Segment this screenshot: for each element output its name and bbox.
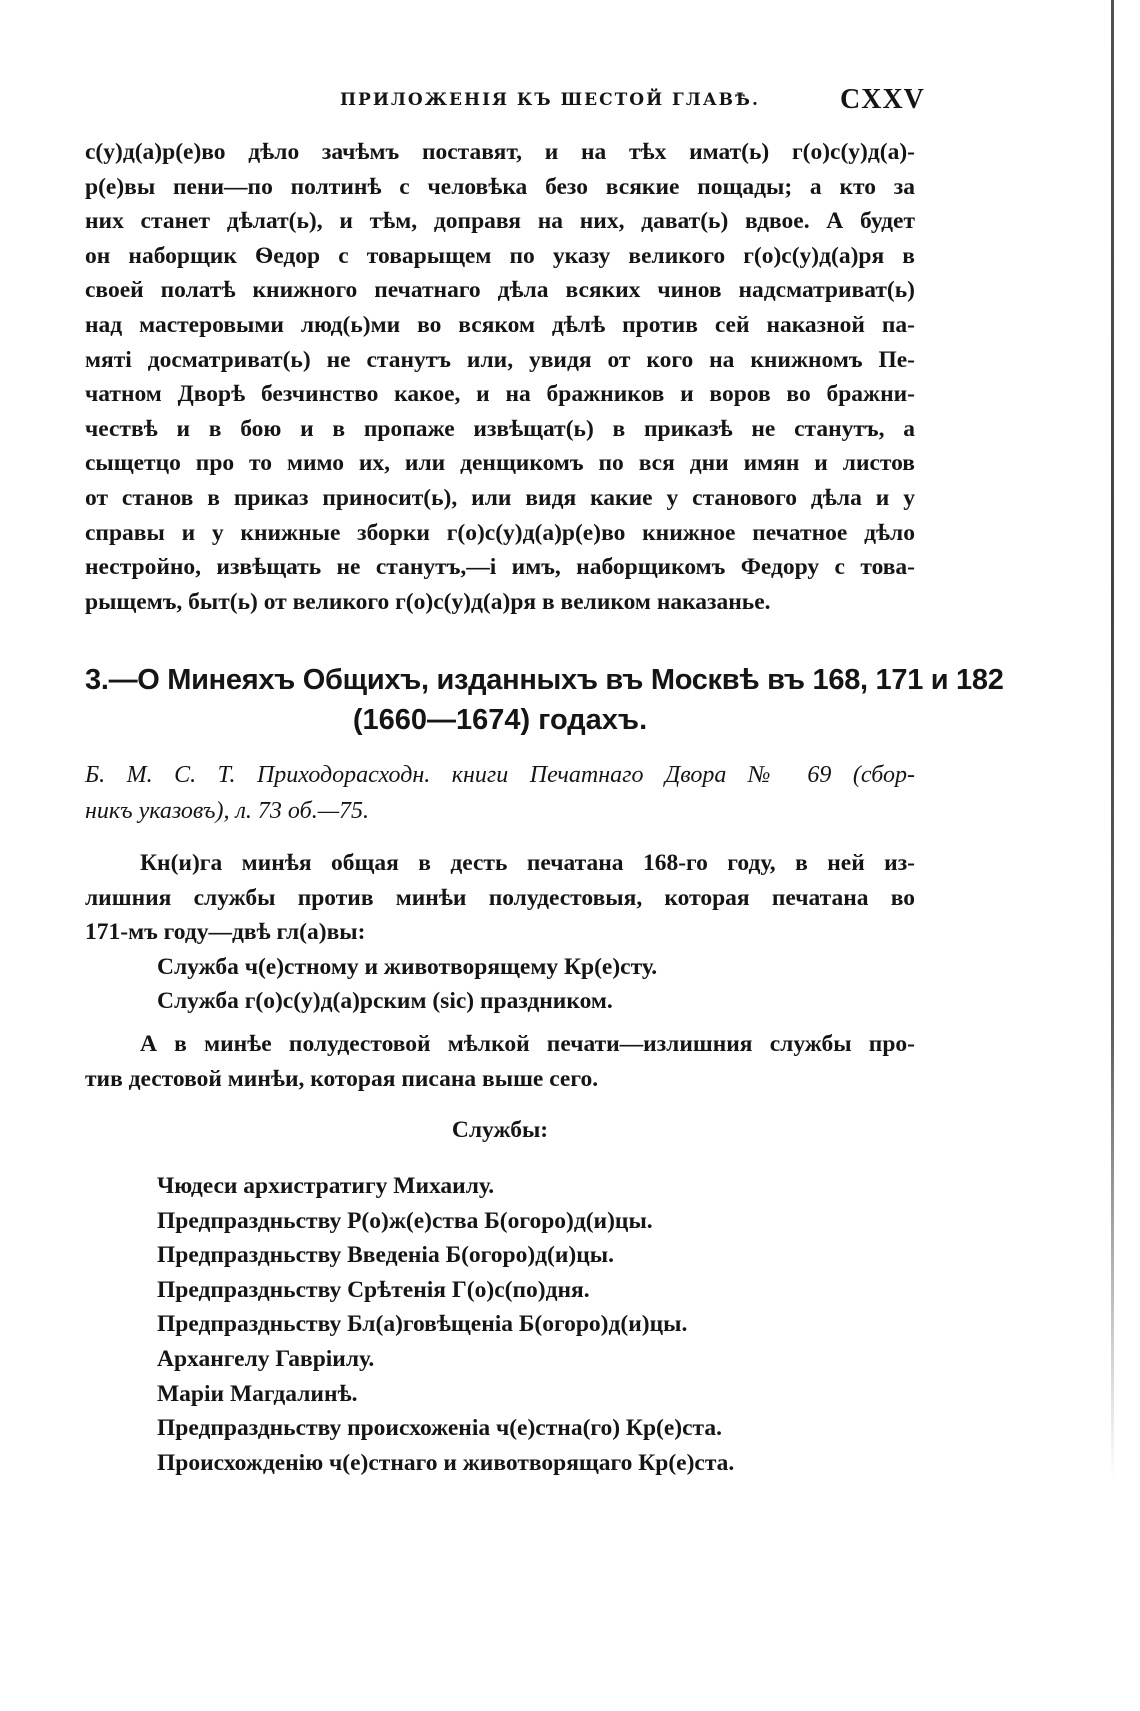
section-heading — [85, 660, 1004, 740]
list-item: Предпраздньству Бл(а)говѣщенiа Б(огоро)д(и)цы. — [157, 1311, 688, 1338]
list-item: Происхожденiю ч(е)стнаго и животворящаго Кр(е)ста. — [157, 1449, 735, 1476]
page-edge-shadow — [1111, 0, 1114, 1480]
running-header — [0, 84, 1140, 124]
text-line: нестройно, извѣщать не станутъ,—i имъ, наборщикомъ Федору с това- — [85, 554, 915, 581]
text-line: них станет дѣлат(ь), и тѣм, доправя на них, дават(ь) вдвое. А будет — [85, 208, 915, 235]
page-number: CXXV — [840, 84, 925, 115]
services-list — [85, 1169, 915, 1480]
list-item: Предпраздньству Р(о)ж(е)ства Б(огоро)д(и)цы. — [157, 1207, 653, 1234]
text-line: он наборщик Ѳедор с товарыщем по указу великого г(о)с(у)д(а)ря в — [85, 242, 915, 269]
text-line: 171-мъ году—двѣ гл(а)вы: — [85, 919, 366, 946]
text-line: чатном Дворѣ безчинство какое, и на бражников и воров во бражни- — [85, 381, 915, 408]
text-line: мятi досматриват(ь) не станутъ или, увидя от кого на книжномъ Пе- — [85, 346, 915, 373]
list-item: Предпраздньству Срѣтенiя Г(о)с(по)дня. — [157, 1276, 590, 1303]
list-item: Предпраздньству происхоженiа ч(е)стна(го) Кр(е)ста. — [157, 1415, 723, 1442]
text-line: над мастеровыми люд(ь)ми во всяком дѣлѣ против сей наказной па- — [85, 311, 915, 338]
section-heading-line: (1660—1674) годахъ. — [352, 704, 648, 736]
text-line: тив дестовой минѣи, которая писана выше сего. — [85, 1065, 599, 1092]
text-line: лишния службы против минѣи полудестовыя, которая печатана во — [85, 884, 915, 911]
text-line: с(у)д(а)р(е)во дѣло зачѣмъ поставят, и на тѣх имат(ь) г(о)с(у)д(а)- — [85, 139, 915, 165]
text-line: А в минѣе полудестовой мѣлкой печати—излишния службы про- — [140, 1031, 915, 1057]
service-entry: Служба г(о)с(у)д(а)рским (sic) праздником. — [157, 988, 613, 1015]
list-item: Чюдеси архистратигу Михаилу. — [157, 1173, 495, 1199]
list-item: Марiи Магдалинѣ. — [157, 1380, 358, 1407]
paragraph-small-print — [85, 1027, 915, 1096]
text-line: р(е)вы пени—по полтинѣ с человѣка безо всякие пощады; а кто за — [85, 173, 915, 200]
section-heading-line: 3.—О Минеяхъ Общихъ, изданныхъ въ Москвѣ въ 168, 171 и 182 — [85, 664, 1004, 696]
list-item: Предпраздньству Введенiа Б(огоро)д(и)цы. — [157, 1242, 615, 1269]
text-line: рыщемъ, быт(ь) от великого г(о)с(у)д(а)ря в великом наказанье. — [85, 588, 771, 615]
list-item: Архангелу Гаврiилу. — [157, 1345, 375, 1372]
text-line: чествѣ и в бою и в пропаже извѣщат(ь) в приказѣ не станутъ, а — [85, 415, 915, 442]
paragraph-continuation — [85, 135, 915, 619]
running-title: ПРИЛОЖЕНІЯ КЪ ШЕСТОЙ ГЛАВѢ. — [340, 90, 760, 110]
text-line: справы и у книжные зборки г(о)с(у)д(а)р(е)во книжное печатное дѣло — [85, 519, 915, 546]
paragraph-mineya — [85, 846, 915, 1019]
services-heading: Службы: — [451, 1117, 549, 1143]
text-line: Кн(и)га минѣя общая в десть печатана 168-го году, в ней из- — [140, 850, 915, 876]
source-citation — [85, 757, 915, 829]
service-entry: Служба ч(е)стному и животворящему Кр(е)сту. — [157, 953, 658, 980]
text-line: от станов в приказ приносит(ь), или видя какие у станового дѣла и у — [85, 484, 915, 511]
source-citation-line: Б. М. С. Т. Приходорасходн. книги Печатнаго Двора № 69 (сбор- — [85, 762, 915, 788]
text-line: своей полатѣ книжного печатнаго дѣла всяких чинов надсматриват(ь) — [85, 277, 915, 304]
text-line: сыщетцо про то мимо их, или денщикомъ по вся дни имян и листов — [85, 450, 915, 477]
source-citation-line: никъ указовъ), л. 73 об.—75. — [85, 798, 370, 824]
